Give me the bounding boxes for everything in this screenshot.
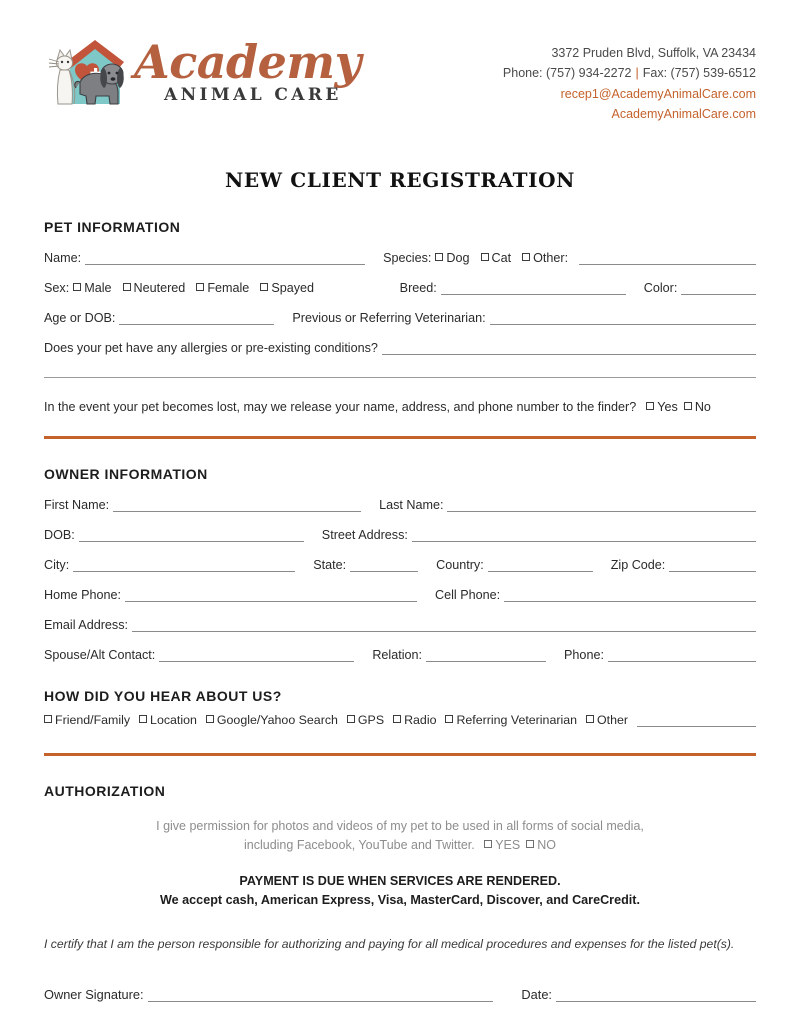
hear-option-referring-veterinarian-label: Referring Veterinarian <box>456 713 577 727</box>
hear-option-location[interactable] <box>139 713 206 727</box>
pet-age-vet-row <box>44 311 756 325</box>
owner-first-name-label: First Name: <box>44 498 110 512</box>
page-header <box>44 0 756 130</box>
checkbox-icon[interactable] <box>526 840 534 848</box>
sex-option-neutered-label: Neutered <box>133 281 186 295</box>
previous-vet-label: Previous or Referring Veterinarian: <box>292 311 486 325</box>
checkbox-icon[interactable] <box>260 283 268 291</box>
social-media-permission-line2: including Facebook, YouTube and Twitter. <box>244 838 475 853</box>
pet-allergies-input-line2[interactable] <box>44 377 756 378</box>
signature-date-input[interactable] <box>556 990 756 1002</box>
how-did-you-hear-options-row <box>44 713 756 727</box>
checkbox-icon[interactable] <box>139 715 147 723</box>
social-media-permission-options <box>478 836 556 855</box>
clinic-website[interactable]: AcademyAnimalCare.com <box>611 106 756 121</box>
signature-date-label: Date: <box>521 986 552 1002</box>
hear-option-other-input[interactable] <box>637 715 756 727</box>
owner-email-row <box>44 618 756 632</box>
pet-color-input[interactable] <box>681 283 756 295</box>
clinic-address: 3372 Pruden Blvd, Suffolk, VA 23434 <box>551 46 756 60</box>
checkbox-icon[interactable] <box>393 715 401 723</box>
owner-dob-street-row <box>44 528 756 542</box>
owner-home-phone-label: Home Phone: <box>44 588 122 602</box>
permission-option-no[interactable] <box>520 836 556 855</box>
hear-option-other-label: Other <box>597 713 628 727</box>
payment-policy-line1: PAYMENT IS DUE WHEN SERVICES ARE RENDERED. <box>239 873 561 888</box>
owner-spouse-input[interactable] <box>159 650 354 662</box>
pet-name-label: Name: <box>44 251 82 265</box>
owner-street-label: Street Address: <box>321 528 408 542</box>
hear-option-google-yahoo-search[interactable] <box>206 713 347 727</box>
hear-option-friend-family-label: Friend/Family <box>55 713 131 727</box>
hear-option-referring-veterinarian[interactable] <box>445 713 586 727</box>
social-media-permission-line2-wrap <box>44 836 756 855</box>
species-option-dog-label: Dog <box>446 251 470 265</box>
owner-cell-phone-input[interactable] <box>504 590 756 602</box>
owner-relation-label: Relation: <box>372 648 423 662</box>
checkbox-icon[interactable] <box>347 715 355 723</box>
clinic-logo <box>40 30 361 118</box>
lost-release-option-yes-label: Yes <box>657 400 678 414</box>
checkbox-icon[interactable] <box>646 402 654 410</box>
hear-option-gps-label: GPS <box>357 713 385 727</box>
social-media-permission-line1: I give permission for photos and videos of my pet to be used in all forms of social media, <box>156 819 644 833</box>
checkbox-icon[interactable] <box>684 402 692 410</box>
clinic-phone-fax-line <box>503 63 756 83</box>
clinic-fax: Fax: (757) 539-6512 <box>642 66 756 81</box>
owner-country-label: Country: <box>436 558 484 572</box>
permission-option-no-label: NO <box>537 838 556 853</box>
pet-breed-input[interactable] <box>441 283 626 295</box>
species-option-other-label: Other: <box>533 251 569 265</box>
clinic-phone: Phone: (757) 934-2272 <box>502 66 632 81</box>
hear-option-friend-family[interactable] <box>44 713 139 727</box>
species-option-other[interactable] <box>522 251 579 265</box>
lost-release-option-no-label: No <box>694 400 711 414</box>
sex-option-neutered[interactable] <box>123 281 197 295</box>
pet-breed-label: Breed: <box>399 281 437 295</box>
checkbox-icon[interactable] <box>123 283 131 291</box>
payment-policy-text <box>44 872 756 911</box>
pet-age-label: Age or DOB: <box>44 311 116 325</box>
pet-species-label: Species: <box>383 251 432 265</box>
section-heading-how-did-you-hear: HOW DID YOU HEAR ABOUT US? <box>44 688 282 704</box>
pet-house-logo-icon <box>40 30 140 118</box>
pet-lost-release-label: In the event your pet becomes lost, may we release your name, address, and phone number to the finder? <box>44 400 637 414</box>
social-media-permission-text <box>44 817 756 856</box>
owner-cell-phone-label: Cell Phone: <box>435 588 501 602</box>
owner-city-state-country-zip-row <box>44 558 756 572</box>
phone-fax-separator: | <box>635 66 639 81</box>
section-heading-pet-information: PET INFORMATION <box>44 219 181 235</box>
checkbox-icon[interactable] <box>196 283 204 291</box>
clinic-email[interactable]: recep1@AcademyAnimalCare.com <box>560 86 756 101</box>
sex-option-male-label: Male <box>84 281 112 295</box>
owner-last-name-label: Last Name: <box>379 498 444 512</box>
checkbox-icon[interactable] <box>586 715 594 723</box>
sex-option-male[interactable] <box>73 281 122 295</box>
owner-street-input[interactable] <box>412 530 756 542</box>
checkbox-icon[interactable] <box>481 253 489 261</box>
species-option-dog[interactable] <box>435 251 480 265</box>
owner-alt-phone-input[interactable] <box>608 650 756 662</box>
owner-first-name-input[interactable] <box>113 500 361 512</box>
logo-wordmark <box>134 35 361 105</box>
checkbox-icon[interactable] <box>44 715 52 723</box>
sex-option-female[interactable] <box>196 281 260 295</box>
pet-age-input[interactable] <box>119 313 274 325</box>
section-divider-owner <box>44 436 756 439</box>
pet-sex-breed-color-row <box>44 281 756 295</box>
pet-name-species-row <box>44 251 756 265</box>
certification-statement: I certify that I am the person responsible for authorizing and paying for all medical procedures and expenses for the listed pet(s). <box>44 936 735 951</box>
owner-state-input[interactable] <box>350 560 418 572</box>
checkbox-icon[interactable] <box>522 253 530 261</box>
lost-release-option-yes[interactable] <box>640 400 678 414</box>
sex-option-spayed-label: Spayed <box>271 281 315 295</box>
hear-option-radio[interactable] <box>393 713 445 727</box>
permission-option-yes[interactable] <box>478 836 520 855</box>
owner-state-label: State: <box>313 558 347 572</box>
pet-allergies-row <box>44 341 756 355</box>
hear-option-other[interactable] <box>586 713 637 727</box>
hear-option-gps[interactable] <box>347 713 393 727</box>
section-heading-authorization: AUTHORIZATION <box>44 783 166 799</box>
owner-relation-input[interactable] <box>426 650 546 662</box>
owner-signature-input[interactable] <box>148 990 493 1002</box>
section-heading-owner-information: OWNER INFORMATION <box>44 466 208 482</box>
pet-species-other-input[interactable] <box>579 253 756 265</box>
previous-vet-input[interactable] <box>490 313 756 325</box>
owner-dob-label: DOB: <box>44 528 75 542</box>
section-divider-authorization <box>44 753 756 756</box>
pet-allergies-input[interactable] <box>382 343 756 355</box>
checkbox-icon[interactable] <box>206 715 214 723</box>
owner-spouse-row <box>44 648 756 662</box>
pet-sex-label: Sex: <box>44 281 70 295</box>
owner-alt-phone-label: Phone: <box>564 648 604 662</box>
owner-spouse-label: Spouse/Alt Contact: <box>44 648 156 662</box>
pet-lost-release-options <box>640 400 711 414</box>
pet-lost-release-row <box>44 400 756 414</box>
owner-city-label: City: <box>44 558 70 572</box>
pet-color-label: Color: <box>643 281 678 295</box>
page-title: NEW CLIENT REGISTRATION <box>224 168 576 192</box>
hear-option-google-yahoo-search-label: Google/Yahoo Search <box>216 713 338 727</box>
sex-option-spayed[interactable] <box>260 281 325 295</box>
pet-name-input[interactable] <box>85 253 365 265</box>
pet-allergies-label: Does your pet have any allergies or pre-existing conditions? <box>44 341 378 355</box>
owner-email-label: Email Address: <box>44 618 128 632</box>
owner-last-name-input[interactable] <box>447 500 756 512</box>
owner-name-row <box>44 498 756 512</box>
checkbox-icon[interactable] <box>445 715 453 723</box>
logo-script-text: Academy <box>134 35 361 90</box>
signature-row <box>44 987 756 1002</box>
checkbox-icon[interactable] <box>73 283 81 291</box>
owner-city-input[interactable] <box>73 560 295 572</box>
owner-phones-row <box>44 588 756 602</box>
lost-release-option-no[interactable] <box>678 400 711 414</box>
species-option-cat[interactable] <box>481 251 523 265</box>
checkbox-icon[interactable] <box>435 253 443 261</box>
logo-subtitle-text: ANIMAL CARE <box>164 84 342 105</box>
checkbox-icon[interactable] <box>484 840 492 848</box>
owner-email-input[interactable] <box>132 620 756 632</box>
hear-option-location-label: Location <box>150 713 197 727</box>
species-option-cat-label: Cat <box>491 251 512 265</box>
owner-home-phone-input[interactable] <box>125 590 417 602</box>
payment-policy-line2: We accept cash, American Express, Visa, MasterCard, Discover, and CareCredit. <box>160 893 640 908</box>
hear-option-radio-label: Radio <box>404 713 437 727</box>
owner-signature-label: Owner Signature: <box>44 986 144 1002</box>
clinic-contact-info <box>503 30 756 124</box>
owner-country-input[interactable] <box>488 560 593 572</box>
owner-dob-input[interactable] <box>79 530 304 542</box>
owner-zip-input[interactable] <box>669 560 756 572</box>
sex-option-female-label: Female <box>207 281 250 295</box>
owner-zip-label: Zip Code: <box>610 558 666 572</box>
permission-option-yes-label: YES <box>495 838 521 853</box>
